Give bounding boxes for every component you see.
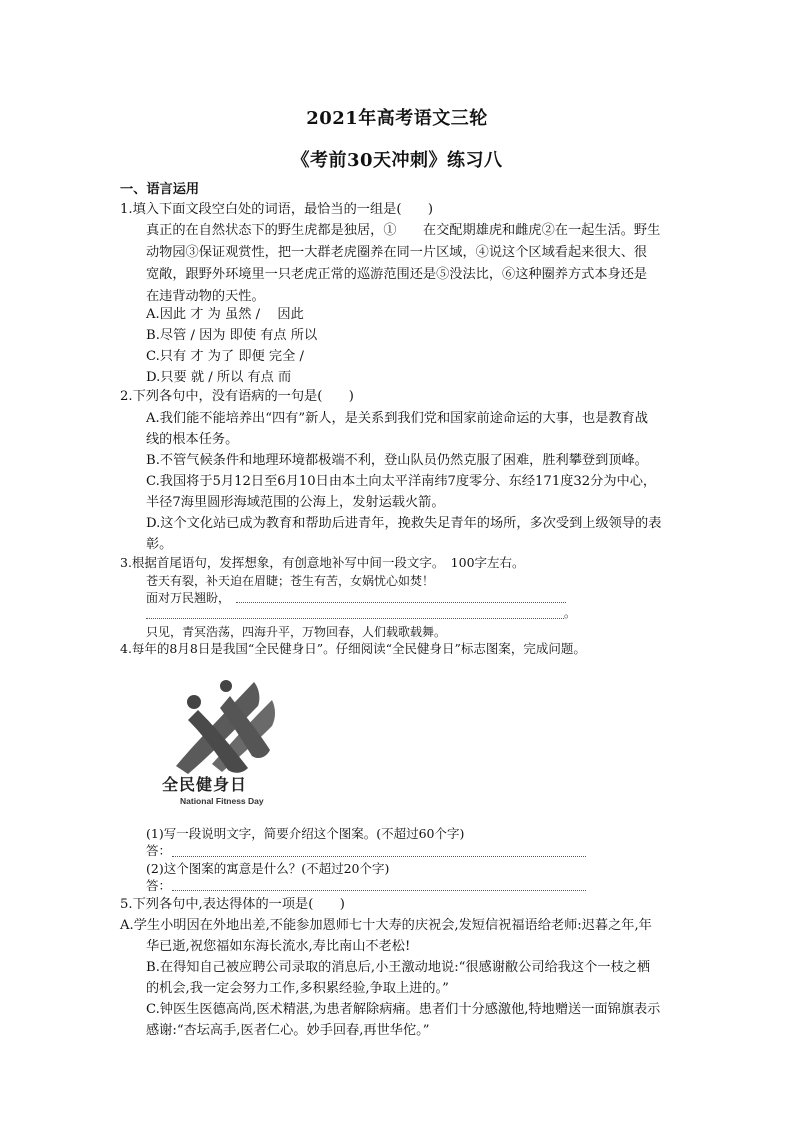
answer-line xyxy=(172,890,586,891)
question-1-passage-line: 在违背动物的天性。 xyxy=(146,289,265,304)
question-2-option-line: B.不管气候条件和地理环境都极端不利，登山队员仍然克服了困难，胜利攀登到顶峰。 xyxy=(146,453,648,468)
question-2-option-line: A.我们能不能培养出“四有”新人，是关系到我们党和国家前途命运的大事，也是教育战 xyxy=(146,411,648,426)
question-1-option-d: D.只要 就 / 所以 有点 而 xyxy=(146,370,292,385)
question-3-last-sentence: 只见，青冥浩荡，四海升平，万物回春，人们载歌载舞。 xyxy=(146,625,447,639)
question-3-first-sentence: 苍天有裂，补天迫在眉睫；苍生有苦，女娲忧心如焚！ xyxy=(146,574,435,588)
question-5-option-line: 华已逝,祝您福如东海长流水,寿比南山不老松! xyxy=(146,939,411,954)
answer-line xyxy=(146,618,564,619)
answer-line xyxy=(236,602,566,603)
logo-chinese-text: 全民健身日 xyxy=(162,775,248,794)
question-5-option-line: C.钟医生医德高尚,医术精湛,为患者解除病痛。患者们十分感激他,特地赠送一面锦旗表示 xyxy=(146,1002,661,1017)
question-5-option-line: B.在得知自己被应聘公司录取的消息后,小王激动地说:“很感谢敝公司给我这个一枝之栖 xyxy=(146,960,651,975)
answer-line xyxy=(172,856,586,857)
question-5-option-line: 感谢:“杏坛高手,医者仁心。妙手回春,再世华佗。” xyxy=(146,1023,430,1038)
page-subtitle: 《考前30天冲刺》练习八 xyxy=(291,150,503,171)
question-1-stem: 1.填入下面文段空白处的词语，最恰当的一组是( ) xyxy=(120,202,433,217)
question-3-stem: 3.根据首尾语句，发挥想象，有创意地补写中间一段文字。 100字左右。 xyxy=(120,555,525,570)
question-2-option-line: 线的根本任务。 xyxy=(146,432,239,447)
question-4-sub1: (1)写一段说明文字，简要介绍这个图案。(不超过60个字) xyxy=(146,826,465,841)
question-1-passage-line: 宽敞，跟野外环境里一只老虎正常的巡游范围还是⑤没法比，⑥这种圈养方式本身还是 xyxy=(146,267,648,282)
question-3-period: 。 xyxy=(564,606,577,620)
question-5-stem: 5.下列各句中,表达得体的一项是( ) xyxy=(120,897,345,912)
question-5-option-line: 的机会,我一定会努力工作,多积累经验,争取上进的。” xyxy=(146,981,449,996)
section-heading: 一、语言运用 xyxy=(120,182,200,197)
national-fitness-day-logo xyxy=(158,670,284,812)
question-2-option-line: C.我国将于5月12日至6月10日由本土向太平洋南纬7度零分、东经171度32分为中心， xyxy=(146,474,657,489)
question-2-stem: 2.下列各句中，没有语病的一句是( ) xyxy=(120,389,354,404)
question-5-option-line: A.学生小明因在外地出差,不能参加恩师七十大寿的庆祝会,发短信祝福语给老师:迟暮之年,年 xyxy=(120,918,652,933)
question-4-answer2-label: 答： xyxy=(146,878,172,893)
question-1-option-b: B.尽管 / 因为 即使 有点 所以 xyxy=(146,328,318,343)
page-title: 2021年高考语文三轮 xyxy=(306,108,488,129)
logo-english-text: National Fitness Day xyxy=(180,796,264,806)
question-3-lead: 面对万民翘盼， xyxy=(146,591,231,605)
question-4-stem: 4.每年的8月8日是我国“全民健身日”。仔细阅读“全民健身日”标志图案，完成问题。 xyxy=(120,641,586,656)
question-4-answer1-label: 答： xyxy=(146,843,172,858)
question-1-option-a: A.因此 才 为 虽然 / 因此 xyxy=(146,307,304,322)
question-2-option-line: D.这个文化站已成为教育和帮助后进青年，挽救失足青年的场所，多次受到上级领导的表 xyxy=(146,516,662,531)
question-1-passage-line: 真正的在自然状态下的野生虎都是独居，① 在交配期雄虎和雌虎②在一起生活。野生 xyxy=(146,223,661,238)
question-1-option-c: C.只有 才 为了 即便 完全 / xyxy=(146,349,304,364)
question-4-sub2: (2)这个图案的寓意是什么？(不超过20个字) xyxy=(146,861,390,876)
question-2-option-line: 半径7海里圆形海域范围的公海上，发射运载火箭。 xyxy=(146,495,445,510)
question-1-passage-line: 动物园③保证观赏性，把一大群老虎圈养在同一片区域，④说这个区域看起来很大、很 xyxy=(146,245,648,260)
question-2-option-line: 彰。 xyxy=(146,537,173,552)
